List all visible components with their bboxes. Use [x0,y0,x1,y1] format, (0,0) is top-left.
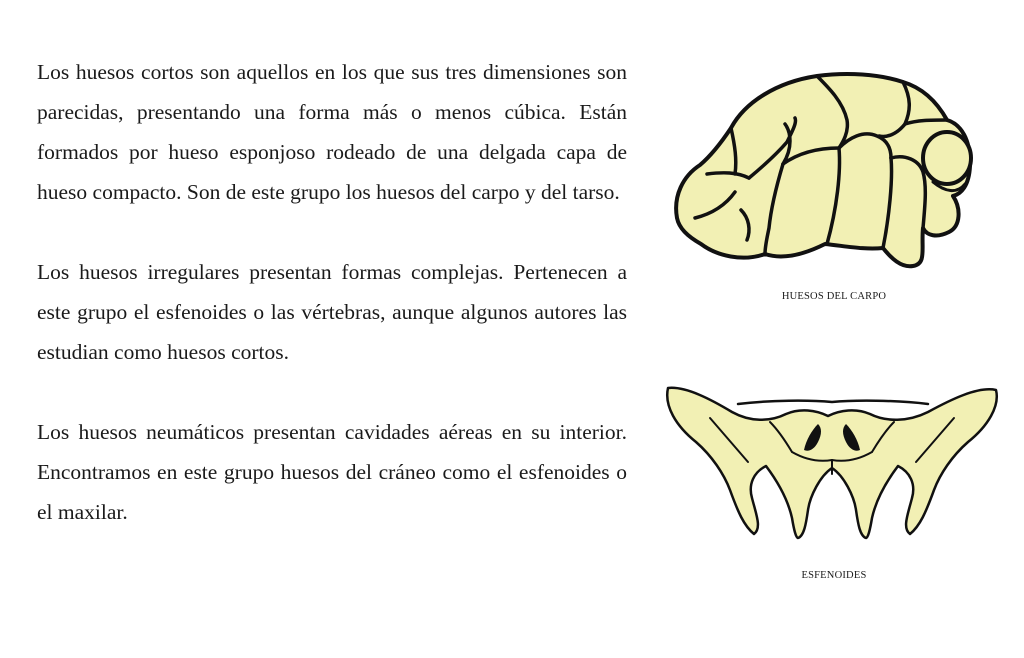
sphenoid-bone-illustration [660,378,1005,548]
carpo-caption: HUESOS DEL CARPO [781,291,887,302]
paragraph-huesos-irregulares: Los huesos irregulares presentan formas complejas. Pertenecen a este grupo el esfenoides o las vértebras, aunque algunos autores las estudian como huesos cortos. [37,260,627,364]
carpal-bones-illustration [665,68,980,273]
paragraph-huesos-neumaticos: Los huesos neumáticos presentan cavidades aéreas en su interior. Encontramos en este grupo huesos del cráneo como el esfenoides o el maxilar. [37,420,627,524]
esfenoides-caption: ESFENOIDES [801,570,867,581]
paragraph-huesos-cortos: Los huesos cortos son aquellos en los que sus tres dimensiones son parecidas, presentando una forma más o menos cúbica. Están formados por hueso esponjoso rodeado de una delgada capa de hueso compacto. Son de este grupo los huesos del carpo y del tarso. [37,60,627,204]
text-column [37,52,627,532]
